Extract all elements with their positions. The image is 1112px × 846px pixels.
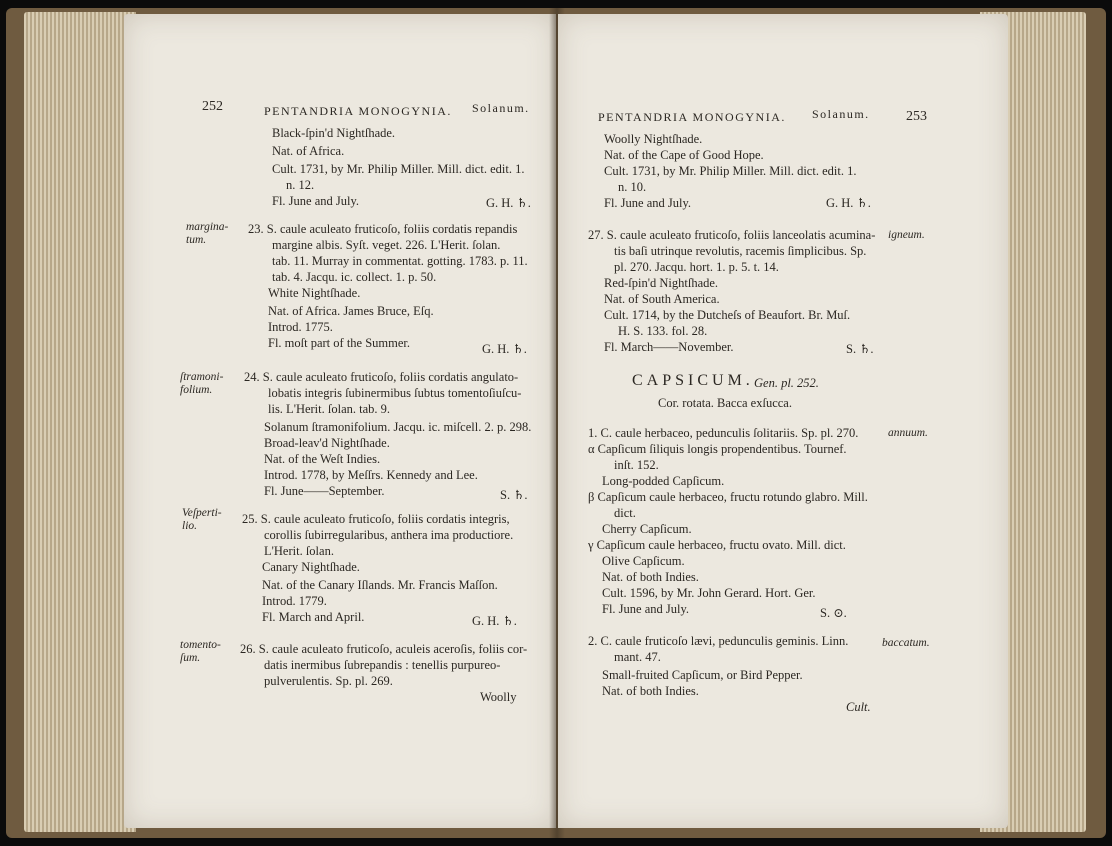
text-line: β Capſicum caule herbaceo, fructu rotundo glabro. Mill. [588,490,868,504]
text-line: tab. 11. Murray in commentat. gotting. 1783. p. 11. [272,254,528,268]
text-line: L'Herit. ſolan. [264,544,334,558]
text-line: dict. [614,506,636,520]
text-line: Cult. 1714, by the Dutcheſs of Beaufort. Br. Muſ. [604,308,851,322]
text-line: Fl. June——September. [264,484,385,498]
margin-name: folium. [180,384,213,396]
text-line: pulverulentis. Sp. pl. 269. [264,674,393,688]
margin-name: igneum. [888,229,925,241]
text-line: Nat. of Africa. [272,144,345,158]
text-line: 2. C. caule fruticoſo lævi, pedunculis geminis. Linn. [588,634,849,648]
section-reference: Gen. pl. 252. [754,376,819,390]
text-line: Long-podded Capſicum. [602,474,725,488]
genus-head: Solanum. [812,107,870,121]
text-line: Woolly Nightſhade. [604,132,703,146]
text-line: G. H. ♄. [826,196,871,210]
text-line: Nat. of both Indies. [602,570,699,584]
text-line: tab. 4. Jacqu. ic. collect. 1. p. 50. [272,270,437,284]
text-line: corollis ſubirregularibus, anthera ima productiore. [264,528,514,542]
left-page [124,14,556,828]
text-line: n. 12. [286,178,315,192]
page-number: 253 [906,109,927,124]
text-line: Fl. March and April. [262,610,365,624]
text-line: n. 10. [618,180,647,194]
text-line: S. ⊙. [820,606,847,620]
text-line: margine albis. Syſt. veget. 226. L'Herit. ſolan. [272,238,501,252]
text-line: Introd. 1775. [268,320,333,334]
margin-name: Veſperti- [182,507,222,519]
text-line: Nat. of the Weſt Indies. [264,452,381,466]
text-line: G. H. ♄. [486,196,531,210]
text-line: Fl. June and July. [604,196,692,210]
margin-name: baccatum. [882,637,930,649]
page-number: 252 [202,99,223,114]
margin-name: lio. [182,520,198,532]
running-head: PENTANDRIA MONOGYNIA. [598,110,786,124]
catchword: Woolly [480,690,517,704]
text-line: 26. S. caule aculeato fruticoſo, aculeis aceroſis, foliis cor- [240,642,528,656]
text-line: α Capſicum ſiliquis longis propendentibus. Tournef. [588,442,847,456]
text-line: 27. S. caule aculeato fruticoſo, foliis lanceolatis acumina- [588,228,876,242]
text-line: G. H. ♄. [482,342,527,356]
margin-name: annuum. [888,427,928,439]
margin-name: ſtramoni- [180,371,224,383]
text-line: Cult. 1596, by Mr. John Gerard. Hort. Ger. [602,586,816,600]
margin-name: tomento- [180,639,221,651]
text-line: inſt. 152. [614,458,659,472]
text-line: 24. S. caule aculeato fruticoſo, foliis cordatis angulato- [244,370,519,384]
text-line: Canary Nightſhade. [262,560,360,574]
text-line: H. S. 133. fol. 28. [618,324,708,338]
text-line: Introd. 1778, by Meſſrs. Kennedy and Lee. [264,468,478,482]
text-line: pl. 270. Jacqu. hort. 1. p. 5. t. 14. [614,260,779,274]
text-line: Nat. of the Canary Iſlands. Mr. Francis Maſſon. [262,578,498,592]
section-character: Cor. rotata. Bacca exſucca. [658,396,792,410]
text-line: mant. 47. [614,650,661,664]
text-line: Small-fruited Capſicum, or Bird Pepper. [602,668,803,682]
text-line: Nat. of South America. [604,292,720,306]
text-line: lobatis integris ſubinermibus ſubtus tomentoſiuſcu- [268,386,522,400]
text-line: Red-ſpin'd Nightſhade. [604,276,719,290]
text-line: γ Capſicum caule herbaceo, fructu ovato. Mill. dict. [588,538,846,552]
margin-name: ſum. [180,652,201,664]
catchword: Cult. [846,700,871,714]
section-title: CAPSICUM. [632,372,754,389]
text-line: Nat. of Africa. James Bruce, Eſq. [268,304,434,318]
genus-head: Solanum. [472,101,530,115]
text-line: White Nightſhade. [268,286,361,300]
text-line: S. ♄. [846,342,874,356]
right-page [558,14,1008,828]
text-line: Nat. of both Indies. [602,684,699,698]
text-line: Cult. 1731, by Mr. Philip Miller. Mill. dict. edit. 1. [272,162,525,176]
text-line: G. H. ♄. [472,614,517,628]
text-line: Olive Capſicum. [602,554,685,568]
text-line: 23. S. caule aculeato fruticoſo, foliis cordatis repandis [248,222,518,236]
margin-name: tum. [186,234,207,246]
text-line: Introd. 1779. [262,594,327,608]
page-edges-left [24,12,136,832]
text-line: S. ♄. [500,488,528,502]
text-line: lis. L'Herit. ſolan. tab. 9. [268,402,391,416]
text-line: datis inermibus ſubrepandis : tenellis purpureo- [264,658,501,672]
book [6,8,1106,838]
margin-name: margina- [186,221,229,233]
text-line: Black-ſpin'd Nightſhade. [272,126,396,140]
text-line: Fl. moſt part of the Summer. [268,336,411,350]
text-line: Solanum ſtramonifolium. Jacqu. ic. miſcell. 2. p. 298. [264,420,532,434]
text-line: 1. C. caule herbaceo, pedunculis ſolitariis. Sp. pl. 270. [588,426,859,440]
text-line: Fl. March——November. [604,340,734,354]
text-line: tis baſi utrinque revolutis, racemis ſimplicibus. Sp. [614,244,867,258]
text-line: Cult. 1731, by Mr. Philip Miller. Mill. dict. edit. 1. [604,164,857,178]
text-line: 25. S. caule aculeato fruticoſo, foliis cordatis integris, [242,512,510,526]
text-line: Fl. June and July. [602,602,690,616]
text-line: Broad-leav'd Nightſhade. [264,436,390,450]
text-line: Cherry Capſicum. [602,522,692,536]
running-head: PENTANDRIA MONOGYNIA. [264,104,452,118]
text-line: Fl. June and July. [272,194,360,208]
text-line: Nat. of the Cape of Good Hope. [604,148,764,162]
